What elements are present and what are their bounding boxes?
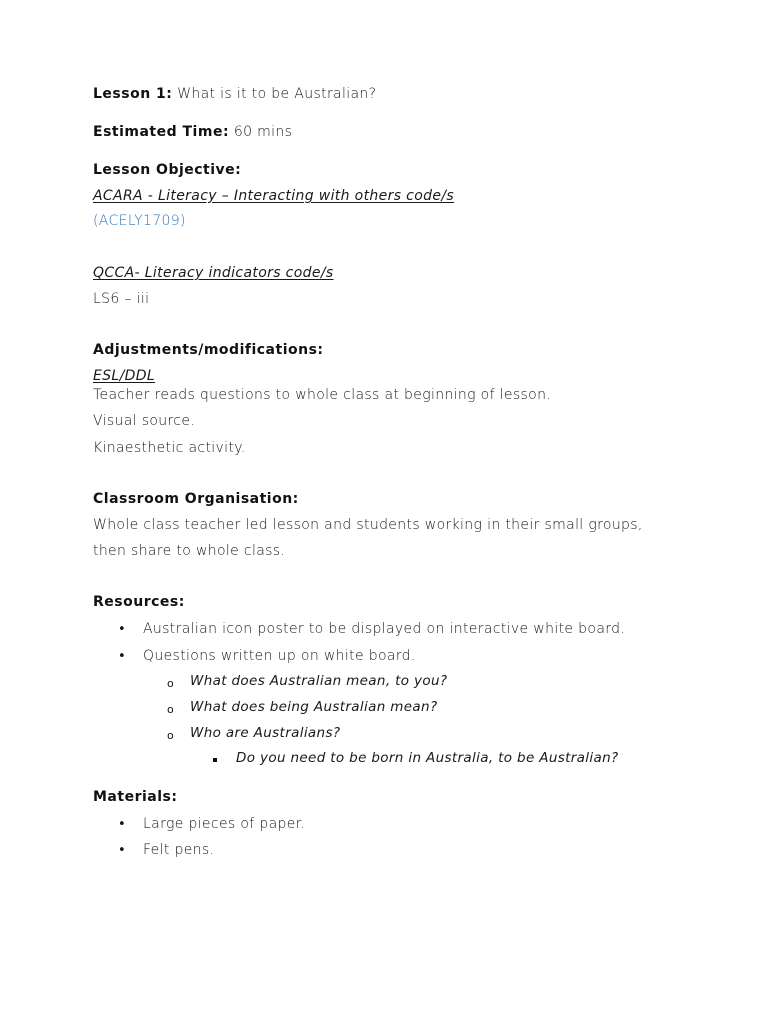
adjustments-heading: Adjustments/modifications: — [93, 342, 324, 358]
resources-heading: Resources: — [93, 594, 185, 610]
adjustments-subheading: ESL/DDL — [93, 368, 156, 384]
estimated-time-line — [93, 124, 292, 140]
question-item: What does Australian mean, to you? — [190, 673, 448, 689]
square-bullet-icon — [213, 758, 217, 762]
materials-heading: Materials: — [93, 789, 178, 805]
bullet-marker: • — [118, 817, 126, 832]
bullet-marker: • — [118, 622, 126, 637]
bullet-marker: • — [118, 843, 126, 858]
adjustment-line: Visual source. — [93, 413, 196, 429]
material-item: Large pieces of paper. — [143, 816, 306, 832]
organisation-line: then share to whole class. — [93, 543, 286, 559]
estimated-time-label: Estimated Time: — [93, 124, 230, 140]
circle-marker: o — [167, 677, 174, 690]
acara-code-link[interactable]: (ACELY1709) — [93, 213, 186, 229]
objective-heading: Lesson Objective: — [93, 162, 242, 178]
adjustment-line: Teacher reads questions to whole class at beginning of lesson. — [93, 387, 552, 403]
question-item: Who are Australians? — [190, 725, 341, 741]
circle-marker: o — [167, 703, 174, 716]
question-item: What does being Australian mean? — [190, 699, 438, 715]
qcca-reference[interactable]: QCCA- Literacy indicators code/s — [93, 265, 334, 281]
qcca-code: LS6 – iii — [93, 291, 150, 307]
estimated-time-value: 60 mins — [233, 124, 293, 140]
sub-question-item: Do you need to be born in Australia, to be Australian? — [236, 750, 619, 766]
resource-item: Questions written up on white board. — [143, 648, 416, 664]
adjustment-line: Kinaesthetic activity. — [93, 440, 246, 456]
material-item: Felt pens. — [143, 842, 215, 858]
lesson-title: What is it to be Australian? — [177, 86, 377, 102]
bullet-marker: • — [118, 649, 126, 664]
organisation-heading: Classroom Organisation: — [93, 491, 299, 507]
acara-reference[interactable]: ACARA - Literacy – Interacting with others code/s — [93, 188, 455, 204]
lesson-title-line — [93, 86, 376, 102]
circle-marker: o — [167, 729, 174, 742]
organisation-line: Whole class teacher led lesson and students working in their small groups, — [93, 517, 643, 533]
lesson-label: Lesson 1: — [93, 86, 173, 102]
resource-item: Australian icon poster to be displayed on interactive white board. — [143, 621, 626, 637]
